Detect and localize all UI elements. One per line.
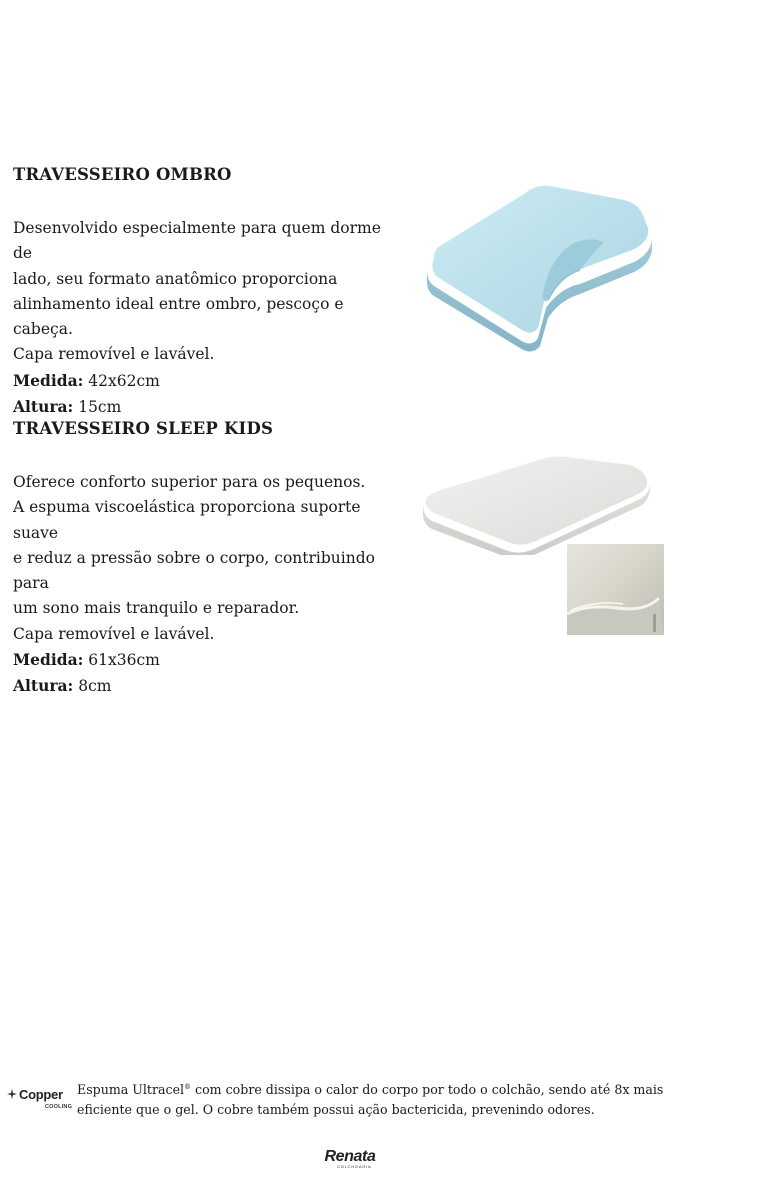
spec-height-value: 8cm (73, 677, 112, 696)
pillow-cover-detail-graphic (567, 544, 664, 635)
spec-measure-label: Medida: (13, 650, 84, 670)
copper-leaf-icon (6, 1088, 18, 1100)
brand-sub: COLCHOARIA (337, 1164, 372, 1169)
spec-measure-value: 42x62cm (83, 371, 160, 390)
shoulder-pillow-image (420, 180, 660, 355)
spec-height (13, 394, 398, 420)
description-line: Capa removível e lavável. (13, 624, 215, 643)
description-line: Capa removível e lavável. (13, 345, 215, 364)
spec-height-value: 15cm (73, 398, 122, 417)
note-registered-mark: ® (184, 1083, 192, 1091)
copper-cooling-logo (6, 1085, 73, 1111)
spec-measure (13, 368, 398, 394)
product-travesseiro-sleep-kids (13, 418, 398, 700)
description-line: um sono mais tranquilo e reparador. (13, 599, 300, 618)
note-text (77, 1077, 683, 1120)
description-line: A espuma viscoelástica proporciona suporte suave (13, 498, 361, 542)
spec-height-label: Altura: (13, 397, 74, 417)
spec-measure-label: Medida: (13, 370, 84, 390)
product-title: TRAVESSEIRO SLEEP KIDS (13, 419, 274, 438)
product-travesseiro-ombro (13, 164, 398, 420)
note-line2: eficiente que o gel. O cobre também possui ação bactericida, prevenindo odores. (77, 1102, 595, 1118)
description-line: alinhamento ideal entre ombro, pescoço e cabeça. (13, 294, 344, 339)
description-line: Oferece conforto superior para os pequenos. (13, 473, 366, 491)
kids-pillow-image (418, 455, 658, 555)
spec-height (13, 673, 398, 699)
description-line: Desenvolvido especialmente para quem dorme de (13, 219, 381, 263)
spec-measure-value: 61x36cm (83, 651, 160, 670)
description-line: lado, seu formato anatômico proporciona (13, 269, 338, 288)
spec-measure (13, 647, 398, 673)
note-line1-b: com cobre dissipa o calor do corpo por todo o colchão, sendo até 8x mais (191, 1082, 664, 1098)
product-description (13, 216, 398, 368)
product-title: TRAVESSEIRO OMBRO (13, 165, 232, 184)
spec-height-label: Altura: (13, 676, 74, 696)
pillow-cover-detail-image (567, 544, 664, 635)
brand-name: Renata (324, 1148, 376, 1165)
cooling-logo-word: COOLING (45, 1104, 73, 1110)
note-line1-a: Espuma Ultracel (77, 1082, 185, 1098)
description-line: e reduz a pressão sobre o corpo, contribuindo para (13, 548, 375, 593)
renata-logo (319, 1148, 381, 1172)
copper-logo-word: Copper (19, 1087, 63, 1102)
product-description (13, 470, 398, 647)
